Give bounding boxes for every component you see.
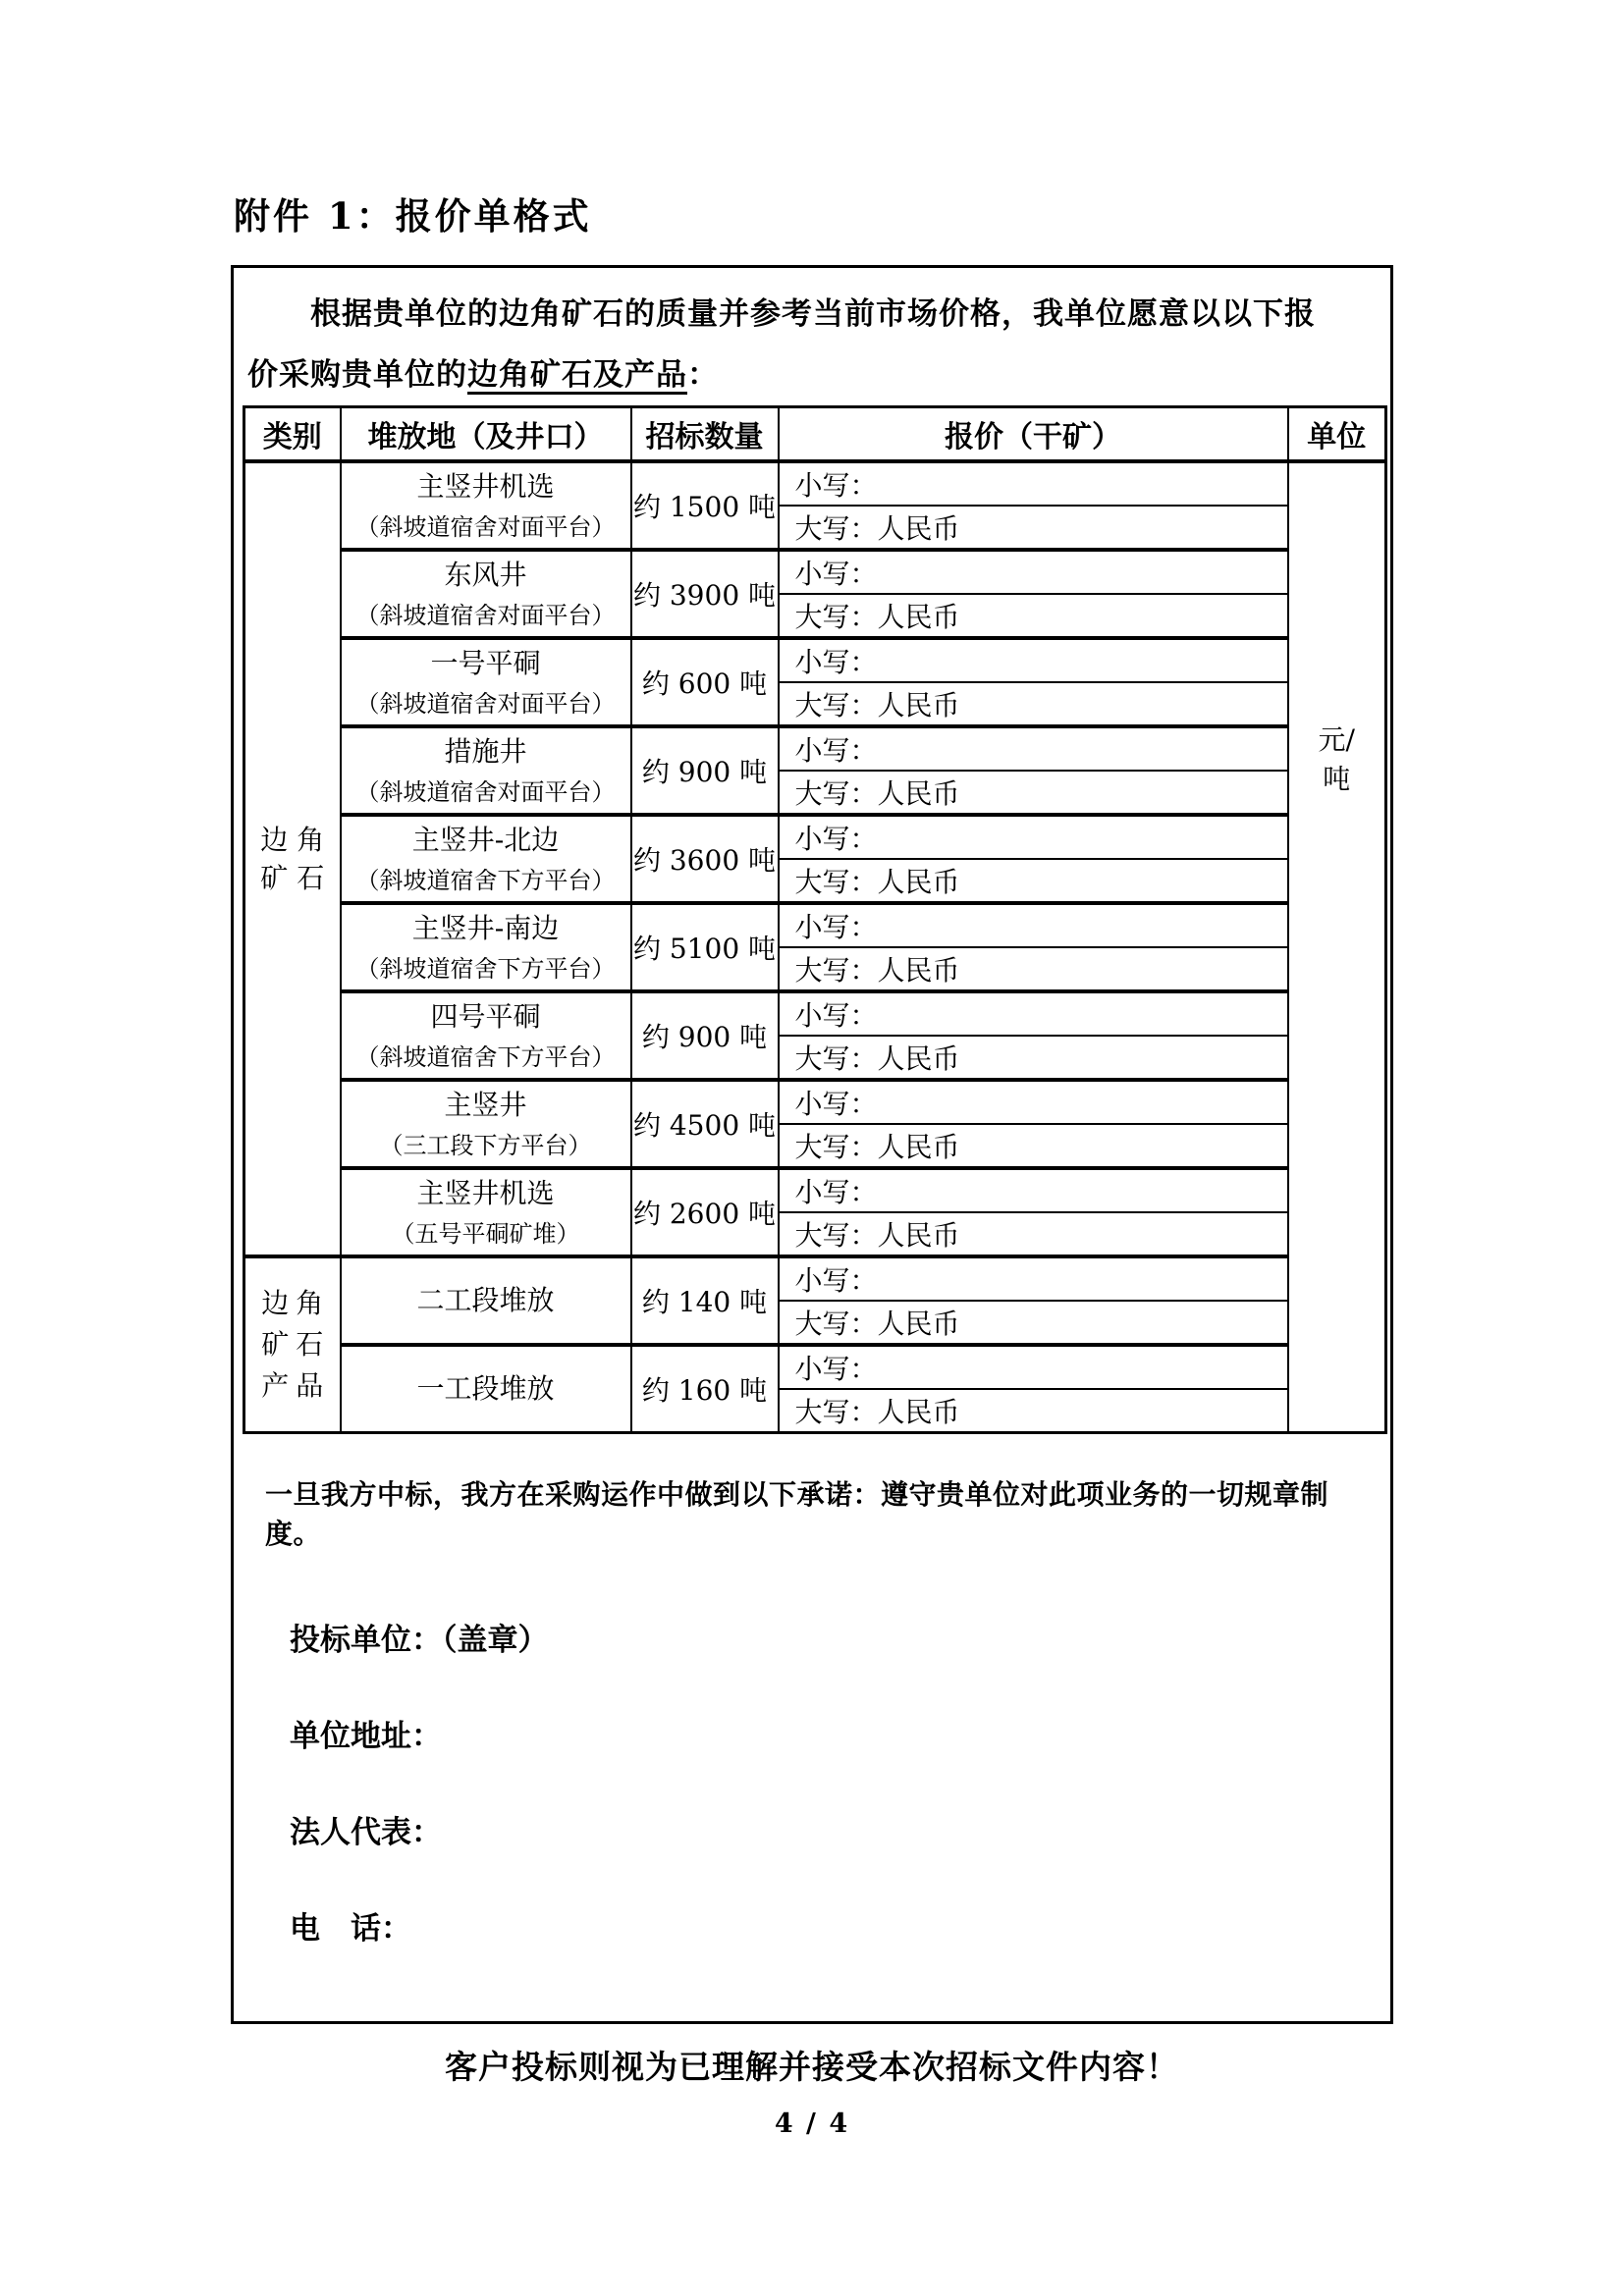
- location-name: 一号平硐: [430, 646, 541, 679]
- category-cell-product: [244, 1256, 341, 1433]
- location-name: 二工段堆放: [416, 1283, 555, 1316]
- quantity-cell: 约 1500 吨: [631, 461, 779, 550]
- location-name: 主竖井机选: [416, 1176, 555, 1209]
- category-product-line1: 边角: [261, 1286, 331, 1319]
- quantity-cell: 约 140 吨: [631, 1256, 779, 1345]
- bidder-field-label: 投标单位：（盖章）: [290, 1623, 549, 1658]
- header-unit: 单位: [1288, 407, 1386, 461]
- quantity-cell: 约 600 吨: [631, 638, 779, 726]
- table-row: [244, 1080, 1386, 1124]
- location-name: 东风井: [444, 558, 527, 591]
- commitment-statement: 一旦我方中标，我方在采购运作中做到以下承诺：遵守贵单位对此项业务的一切规章制度。: [265, 1478, 1329, 1550]
- table-row: [244, 550, 1386, 594]
- quantity-cell: 约 4500 吨: [631, 1080, 779, 1168]
- quantity-cell: 约 2600 吨: [631, 1168, 779, 1256]
- category-product-line3: 产品: [261, 1368, 331, 1402]
- location-sub: （斜坡道宿舍对面平台）: [355, 512, 616, 541]
- quantity-cell: 约 3900 吨: [631, 550, 779, 638]
- location-cell: [341, 1080, 631, 1168]
- page-title: 附件 1：报价单格式: [234, 194, 592, 238]
- quote-big-cell: 大写：人民币: [779, 859, 1288, 903]
- unit-line2: 吨: [1323, 762, 1351, 795]
- table-row: [244, 815, 1386, 859]
- header-quote: 报价（干矿）: [779, 407, 1288, 461]
- page-number: 4 / 4: [774, 2109, 850, 2139]
- intro-paragraph: [247, 284, 1379, 405]
- location-sub: （斜坡道宿舍对面平台）: [355, 777, 616, 806]
- location-cell: [341, 991, 631, 1080]
- location-cell: [341, 1345, 631, 1433]
- quote-small-cell: 小写：: [779, 1168, 1288, 1212]
- quote-big-cell: 大写：人民币: [779, 1124, 1288, 1168]
- table-header-row: [244, 407, 1386, 461]
- location-sub: （三工段下方平台）: [379, 1131, 592, 1159]
- location-name: 主竖井-北边: [411, 823, 560, 856]
- quantity-cell: 约 900 吨: [631, 726, 779, 815]
- location-cell: [341, 550, 631, 638]
- quote-big-cell: 大写：人民币: [779, 947, 1288, 991]
- location-sub: （斜坡道宿舍下方平台）: [355, 954, 616, 983]
- category-ore-line1: 边 角: [260, 823, 325, 856]
- location-name: 主竖井-南边: [411, 911, 560, 944]
- phone-field-label: 电 话：: [290, 1911, 411, 1947]
- category-product-line2: 矿石: [261, 1327, 331, 1361]
- location-name: 一工段堆放: [416, 1371, 555, 1405]
- intro-line-1: 根据贵单位的边角矿石的质量并参考当前市场价格，我单位愿意以以下报: [310, 296, 1316, 332]
- quote-small-cell: 小写：: [779, 1080, 1288, 1124]
- location-sub: （斜坡道宿舍下方平台）: [355, 1042, 616, 1071]
- location-name: 主竖井: [444, 1088, 527, 1121]
- location-sub: （斜坡道宿舍对面平台）: [355, 601, 616, 629]
- unit-cell: [1288, 461, 1386, 1433]
- location-sub: （斜坡道宿舍下方平台）: [355, 866, 616, 894]
- quote-small-cell: 小写：: [779, 550, 1288, 594]
- quote-big-cell: 大写：人民币: [779, 682, 1288, 726]
- location-cell: [341, 638, 631, 726]
- quote-small-cell: 小写：: [779, 1256, 1288, 1301]
- intro-line2-prefix: 价采购贵单位的: [247, 357, 467, 393]
- quote-big-cell: 大写：人民币: [779, 1389, 1288, 1433]
- footer-note: 客户投标则视为已理解并接受本次招标文件内容！: [445, 2048, 1179, 2086]
- location-sub: （五号平硐矿堆）: [391, 1219, 580, 1248]
- legal-rep-field-label: 法人代表：: [290, 1815, 442, 1850]
- quotation-table: [243, 405, 1387, 1434]
- intro-line2-colon: ：: [687, 357, 719, 393]
- category-ore-line2: 矿 石: [260, 861, 325, 894]
- form-fields: [290, 1623, 549, 2007]
- unit-line1: 元/: [1318, 722, 1355, 756]
- header-quantity: 招标数量: [631, 407, 779, 461]
- quote-small-cell: 小写：: [779, 991, 1288, 1036]
- quote-big-cell: 大写：人民币: [779, 1212, 1288, 1256]
- location-cell: [341, 726, 631, 815]
- quote-small-cell: 小写：: [779, 903, 1288, 947]
- table-row: [244, 1256, 1386, 1301]
- address-field-label: 单位地址：: [290, 1719, 442, 1754]
- category-cell-ore: [244, 461, 341, 1256]
- location-cell: [341, 903, 631, 991]
- quote-small-cell: 小写：: [779, 638, 1288, 682]
- header-category: 类别: [244, 407, 341, 461]
- quote-big-cell: 大写：人民币: [779, 594, 1288, 638]
- header-location: 堆放地（及井口）: [341, 407, 631, 461]
- quantity-cell: 约 160 吨: [631, 1345, 779, 1433]
- intro-line-2: [247, 345, 1379, 405]
- quote-big-cell: 大写：人民币: [779, 1036, 1288, 1080]
- table-row: [244, 638, 1386, 682]
- location-cell: [341, 461, 631, 550]
- quote-small-cell: 小写：: [779, 461, 1288, 506]
- quantity-cell: 约 5100 吨: [631, 903, 779, 991]
- quantity-cell: 约 3600 吨: [631, 815, 779, 903]
- quote-small-cell: 小写：: [779, 815, 1288, 859]
- table-row: [244, 1345, 1386, 1389]
- location-cell: [341, 1256, 631, 1345]
- quantity-cell: 约 900 吨: [631, 991, 779, 1080]
- table-row: [244, 461, 1386, 506]
- quote-big-cell: 大写：人民币: [779, 1301, 1288, 1345]
- intro-underlined-text: 边角矿石及产品: [467, 357, 687, 393]
- quote-big-cell: 大写：人民币: [779, 506, 1288, 550]
- quote-small-cell: 小写：: [779, 1345, 1288, 1389]
- form-border-box: [231, 265, 1393, 2024]
- table-row: [244, 1168, 1386, 1212]
- quote-small-cell: 小写：: [779, 726, 1288, 771]
- table-row: [244, 903, 1386, 947]
- location-name: 措施井: [444, 734, 527, 768]
- quote-big-cell: 大写：人民币: [779, 771, 1288, 815]
- table-row: [244, 991, 1386, 1036]
- location-sub: （斜坡道宿舍对面平台）: [355, 689, 616, 718]
- location-cell: [341, 815, 631, 903]
- location-name: 四号平硐: [430, 999, 541, 1033]
- location-cell: [341, 1168, 631, 1256]
- table-row: [244, 726, 1386, 771]
- location-name: 主竖井机选: [416, 469, 555, 503]
